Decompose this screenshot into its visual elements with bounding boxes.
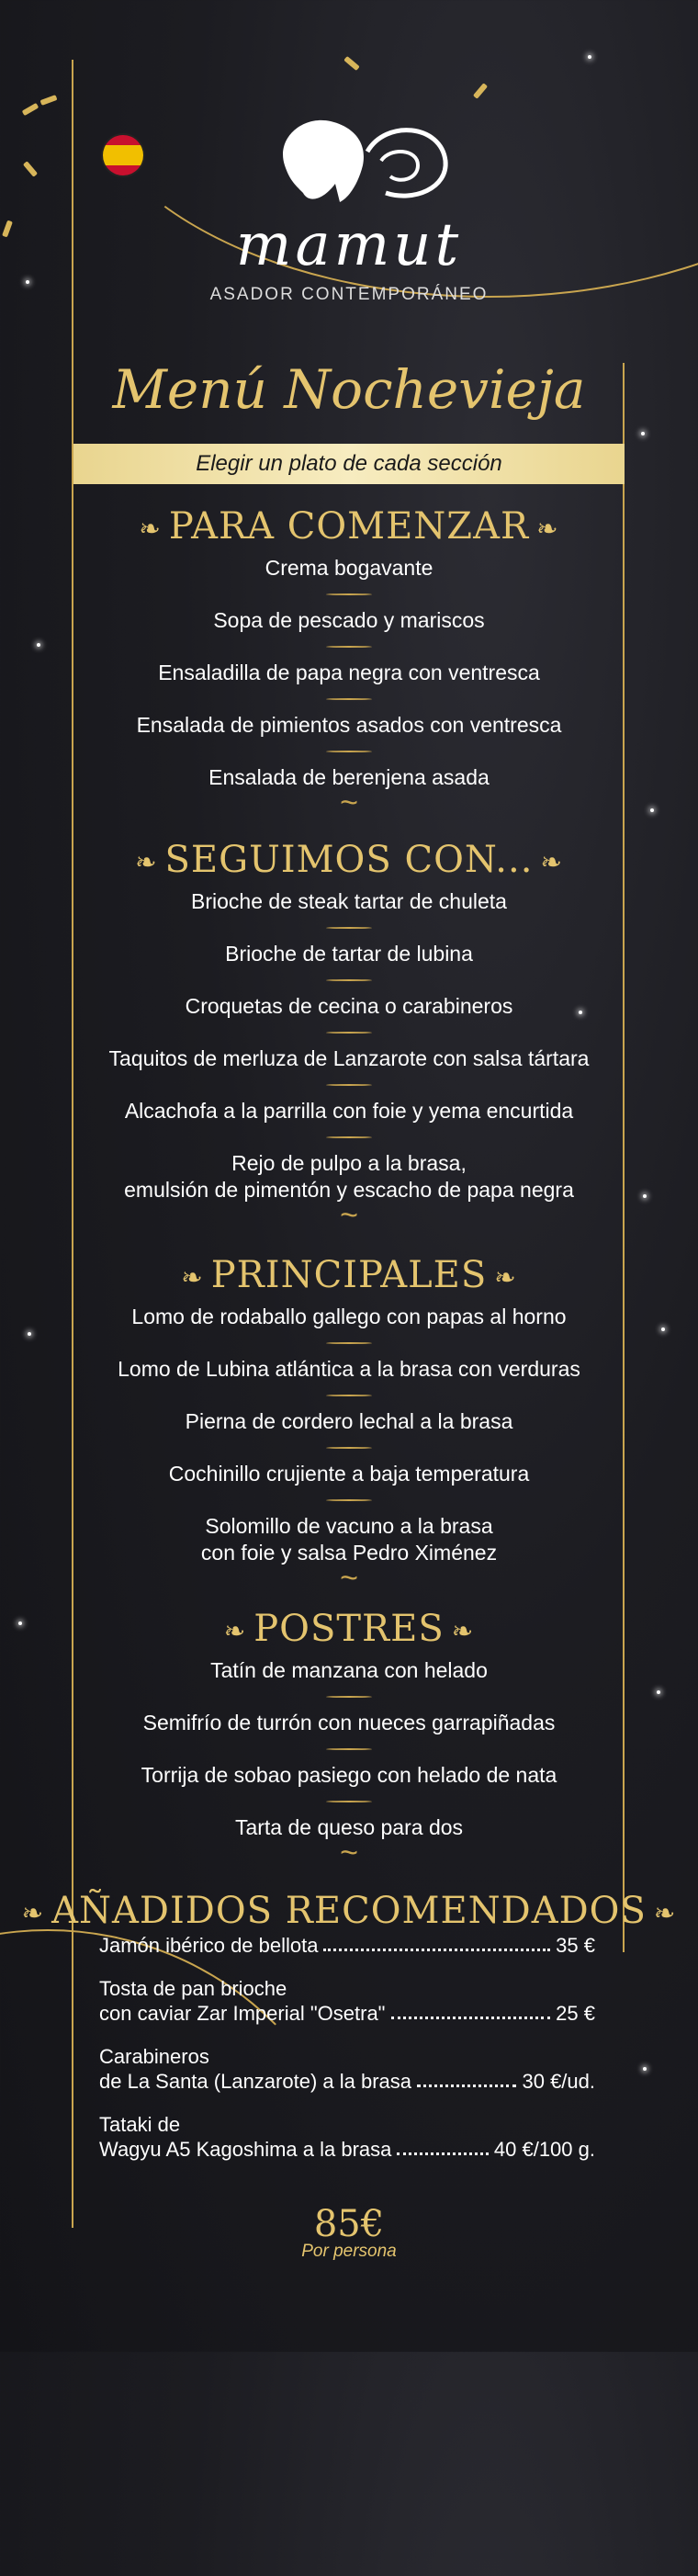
menu-item: Ensalada de pimientos asados con ventresca	[136, 713, 562, 737]
divider	[0, 1487, 698, 1513]
menu-section	[0, 834, 698, 1237]
logo	[184, 110, 514, 305]
menu-item: Brioche de tartar de lubina	[225, 942, 473, 966]
menu-section	[0, 501, 698, 824]
addon-item	[99, 2044, 595, 2094]
addons-section	[0, 1885, 698, 1939]
section-title: PRINCIPALES	[210, 1254, 488, 1296]
menu-item: Lomo de rodaballo gallego con papas al horno	[131, 1305, 567, 1328]
spain-flag-icon	[101, 133, 145, 177]
menu-item: Pierna de cordero lechal a la brasa	[185, 1409, 513, 1433]
divider	[0, 1124, 698, 1150]
ornament-icon: ❧	[494, 1262, 517, 1293]
ornament-icon: ❧	[451, 1616, 475, 1646]
confetti-icon	[40, 95, 58, 106]
divider	[0, 1684, 698, 1710]
ornament-icon: ❧	[21, 1898, 45, 1928]
addons-list	[99, 1933, 595, 2180]
addon-price: 30 €/ud.	[522, 2070, 595, 2093]
menu-item: Lomo de Lubina atlántica a la brasa con verduras	[118, 1357, 580, 1381]
section-divider	[0, 1203, 698, 1237]
addon-item	[99, 1976, 595, 2026]
ornament-icon: ❧	[653, 1898, 677, 1928]
divider	[0, 634, 698, 660]
menu-title: Menú Nochevieja	[112, 358, 586, 421]
menu-item: Rejo de pulpo a la brasa, emulsión de pimentón y escacho de papa negra	[124, 1151, 574, 1202]
divider	[0, 1072, 698, 1098]
menu-item: Croquetas de cecina o carabineros	[185, 994, 513, 1018]
divider	[0, 686, 698, 712]
ornament-icon: ❧	[223, 1616, 247, 1646]
divider	[0, 915, 698, 941]
menu-item: Taquitos de merluza de Lanzarote con salsa tártara	[108, 1046, 590, 1070]
section-title: PARA COMENZAR	[168, 505, 530, 548]
menu-item: Brioche de steak tartar de chuleta	[191, 889, 507, 913]
confetti-icon	[23, 161, 38, 177]
menu-section	[0, 1603, 698, 1874]
confetti-icon	[2, 220, 13, 238]
divider	[0, 1020, 698, 1045]
menu-item: Semifrío de turrón con nueces garrapiñadas	[142, 1711, 556, 1734]
divider	[0, 1789, 698, 1814]
addon-item	[99, 2112, 595, 2162]
addon-name: Wagyu A5 Kagoshima a la brasa	[99, 2138, 392, 2161]
divider	[0, 582, 698, 607]
brand-name: mamut	[235, 211, 463, 279]
divider	[0, 1435, 698, 1461]
addon-name: de La Santa (Lanzarote) a la brasa	[99, 2070, 412, 2093]
menu-section	[0, 1249, 698, 1599]
price-block	[0, 2203, 698, 2262]
brand-subtitle: ASADOR CONTEMPORÁNEO	[209, 285, 489, 304]
addon-price: 35 €	[556, 1934, 595, 1957]
section-title: AÑADIDOS RECOMENDADOS	[51, 1890, 647, 1932]
menu-item: Tarta de queso para dos	[234, 1815, 464, 1839]
menu-price: 85€	[313, 2203, 385, 2245]
menu-item: Crema bogavante	[265, 556, 433, 580]
divider	[0, 1736, 698, 1762]
addon-line: Carabineros	[99, 2045, 209, 2068]
addon-line: Tosta de pan brioche	[99, 1977, 287, 2000]
addon-price: 40 €/100 g.	[493, 2138, 595, 2161]
divider	[0, 1330, 698, 1356]
ornament-icon: ❧	[536, 514, 559, 544]
section-title: POSTRES	[253, 1608, 445, 1650]
instruction-banner: Elegir un plato de cada sección	[73, 444, 625, 484]
ornament-icon: ❧	[139, 514, 162, 544]
menu-item: Alcachofa a la parrilla con foie y yema encurtida	[124, 1099, 574, 1123]
ornament-icon: ❧	[540, 847, 563, 877]
menu-item: Ensalada de berenjena asada	[208, 765, 490, 789]
menu-item: Sopa de pescado y mariscos	[213, 608, 485, 632]
section-title: SEGUIMOS CON...	[164, 839, 534, 881]
divider	[0, 739, 698, 764]
addon-name: con caviar Zar Imperial "Osetra"	[99, 2002, 386, 2025]
divider	[0, 1383, 698, 1408]
section-divider	[0, 791, 698, 824]
menu-item: Cochinillo crujiente a baja temperatura	[168, 1462, 530, 1486]
mammoth-logo-icon	[266, 110, 459, 211]
confetti-icon	[22, 103, 39, 116]
addon-price: 25 €	[556, 2002, 595, 2025]
menu-item: Ensaladilla de papa negra con ventresca	[158, 661, 540, 684]
sparkle-icon	[588, 55, 591, 59]
menu-item: Tatín de manzana con helado	[210, 1658, 488, 1682]
menu-item: Solomillo de vacuno a la brasa con foie y salsa Pedro Ximénez	[200, 1514, 498, 1565]
addon-item	[99, 1933, 595, 1958]
ornament-icon: ❧	[181, 1262, 204, 1293]
sparkle-icon	[643, 2067, 647, 2071]
price-note: Por persona	[301, 2242, 397, 2261]
addon-name: Jamón ibérico de bellota	[99, 1934, 319, 1957]
sparkle-icon	[26, 280, 29, 284]
divider	[0, 967, 698, 993]
ornament-icon: ❧	[135, 847, 158, 877]
menu-item: Torrija de sobao pasiego con helado de nata	[141, 1763, 557, 1787]
section-divider	[0, 1566, 698, 1599]
sparkle-icon	[641, 432, 645, 435]
section-divider	[0, 1841, 698, 1874]
addon-line: Tataki de	[99, 2113, 181, 2136]
